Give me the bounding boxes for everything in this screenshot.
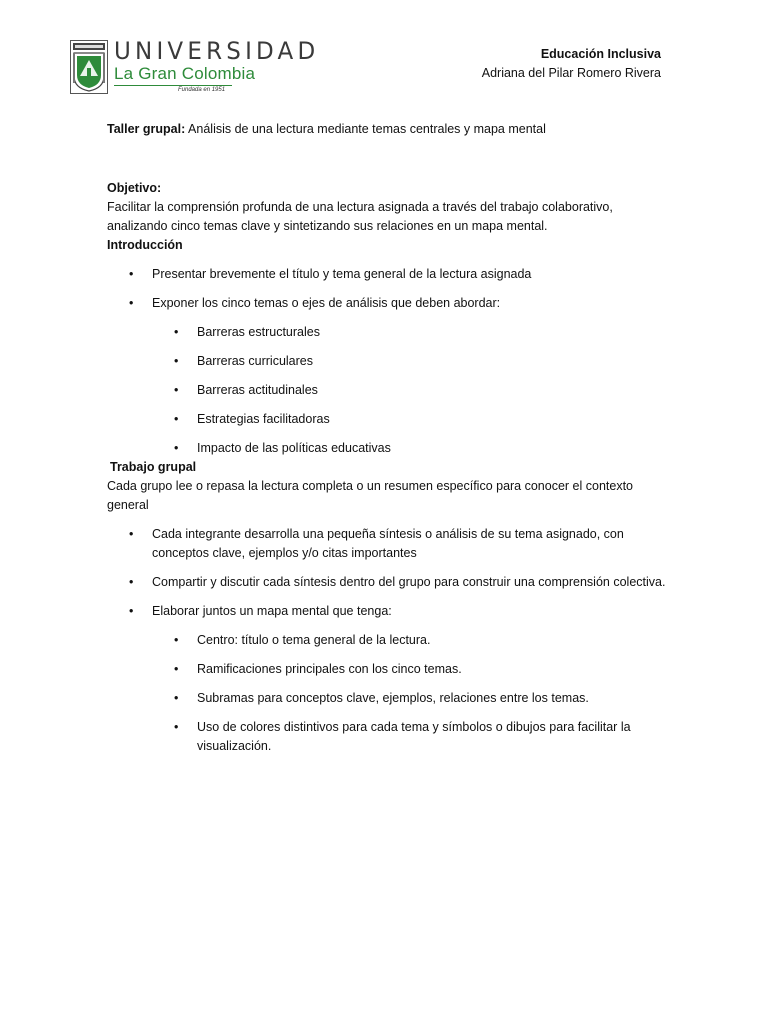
list-item: • Cada integrante desarrolla una pequeña síntesis o análisis de su tema asignado, con conceptos clave, ejemplos y/o citas importantes (107, 525, 667, 563)
logo-founded-text: Fundada en 1951 (178, 87, 226, 93)
author-name: Adriana del Pilar Romero Rivera (481, 66, 661, 80)
task-label: Taller grupal: (107, 122, 186, 136)
theme-item: • Impacto de las políticas educativas (152, 439, 667, 458)
mind-map-item: • Ramificaciones principales con los cinco temas. (152, 660, 667, 679)
themes-list (152, 323, 667, 458)
mind-map-item: • Centro: título o tema general de la lectura. (152, 631, 667, 650)
university-crest-icon (70, 40, 108, 94)
list-item (107, 602, 667, 756)
list-item: • Compartir y discutir cada síntesis dentro del grupo para construir una comprensión colectiva. (107, 573, 667, 592)
logo-wordmark-name: La Gran Colombia (114, 64, 256, 83)
university-logo (70, 38, 320, 96)
task-title (107, 120, 667, 139)
group-work-heading: Trabajo grupal (110, 460, 197, 474)
objective-text: Facilitar la comprensión profunda de una lectura asignada a través del trabajo colaborativo, analizando cinco temas clave y sintetizando sus relaciones en un mapa mental. (107, 200, 613, 233)
logo-wordmark-universidad: UNIVERSIDAD (114, 38, 320, 66)
list-item (107, 294, 667, 458)
introduction-heading: Introducción (107, 238, 183, 252)
course-title: Educación Inclusiva (540, 47, 661, 61)
group-work-description: Cada grupo lee o repasa la lectura completa o un resumen específico para conocer el contexto general (107, 479, 634, 512)
list-item-text: Exponer los cinco temas o ejes de análisis que deben abordar: (152, 296, 501, 310)
document-body (107, 120, 667, 756)
theme-item: • Barreras curriculares (152, 352, 667, 371)
list-item-text: Elaborar juntos un mapa mental que tenga: (152, 604, 392, 618)
mind-map-list (152, 631, 667, 756)
task-text: Análisis de una lectura mediante temas centrales y mapa mental (185, 122, 546, 136)
theme-item: • Barreras actitudinales (152, 381, 667, 400)
theme-item: • Barreras estructurales (152, 323, 667, 342)
objective-heading: Objetivo: (107, 181, 162, 195)
mind-map-item: • Subramas para conceptos clave, ejemplos, relaciones entre los temas. (152, 689, 667, 708)
document-header (482, 45, 661, 83)
introduction-list (107, 265, 667, 458)
logo-divider (114, 85, 232, 86)
list-item: • Presentar brevemente el título y tema general de la lectura asignada (107, 265, 667, 284)
group-work-list (107, 525, 667, 756)
mind-map-item: • Uso de colores distintivos para cada tema y símbolos o dibujos para facilitar la visualización. (152, 718, 667, 756)
objective-section (107, 179, 667, 236)
theme-item: • Estrategias facilitadoras (152, 410, 667, 429)
